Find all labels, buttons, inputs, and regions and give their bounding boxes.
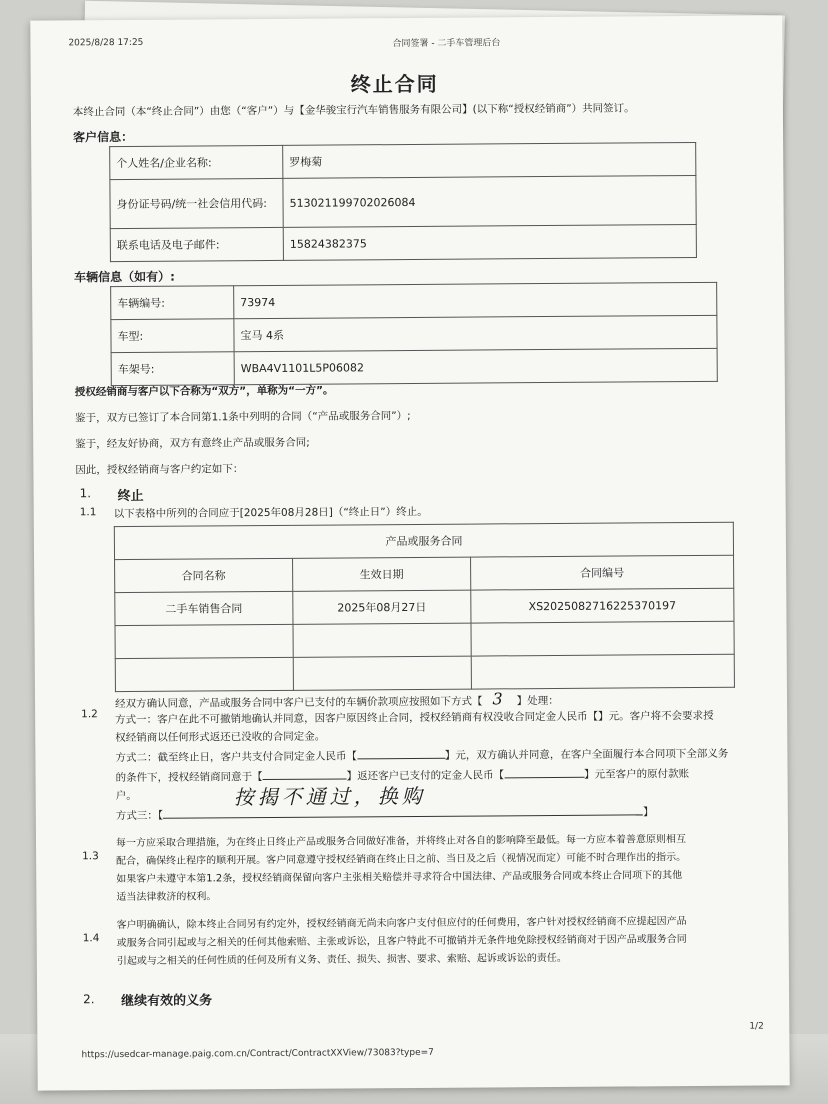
product-contract-table <box>114 522 735 692</box>
customer-name-value: 罗梅菊 <box>283 142 696 178</box>
vehicle-model-label: 车型: <box>111 319 234 353</box>
print-datetime: 2025/8/28 17:25 <box>68 37 144 49</box>
clause-1-3-line-1: 每一方应采取合理措施，为在终止日终止产品或服务合同做好准备，并将终止对各自的影响降至最低。每一方应本着善意原则相互 <box>115 834 687 850</box>
clause-1-4-number: 1.4 <box>82 932 100 945</box>
clause-1-3-number: 1.3 <box>82 850 99 863</box>
method-two-text-a: 方式二：截至终止日，客户共支付合同定金人民币【 <box>115 750 357 765</box>
clause-1-2-text-b: 】处理： <box>516 694 559 708</box>
customer-name-label: 个人姓名/企业名称: <box>110 145 283 179</box>
customer-id-value: 513021199702026084 <box>283 175 696 227</box>
clause-1-4-line-3: 引起或与之相关的任何性质的任何及所有义务、责任、损失、损害、要求、索赔、起诉或诉讼的责任。 <box>116 952 567 968</box>
table-cell: XS2025082716225370197 <box>471 588 734 623</box>
table-row <box>115 621 734 658</box>
clause-1-3-line-2: 配合，确保终止程序的顺利开展。客户同意遵守授权经销商在终止日之前、当日及之后（视情况而定）可能不时合理作出的指示。 <box>116 852 687 868</box>
table-cell: 二手车销售合同 <box>115 591 293 625</box>
customer-contact-value: 15824382375 <box>283 224 696 260</box>
table-row <box>111 315 717 352</box>
clause-1-2-text-a: 经双方确认同意，产品或服务合同中客户已支付的车辆价款项应按照如下方式【 <box>115 695 483 711</box>
method-three-handwriting: 按揭不通过，换购 <box>233 783 426 810</box>
print-page-title: 合同签署 - 二手车管理后台 <box>392 38 501 50</box>
customer-id-label: 身份证号码/统一社会信用代码: <box>110 178 283 228</box>
recital-4: 因此，授权经销商与客户约定如下： <box>75 463 244 477</box>
page-number: 1/2 <box>749 1021 764 1032</box>
clause-1-1-number: 1.1 <box>79 506 97 519</box>
recital-3: 鉴于，经友好协商，双方有意终止产品或服务合同; <box>75 436 310 451</box>
clause-1-3-line-3: 如果客户未遵守本第1.2条，授权经销商保留向客户主张相关赔偿并寻求符合中国法律、产品或服务合同或本终止合同项下的其他 <box>116 870 683 886</box>
table-row <box>111 282 717 319</box>
clause-1-2-line-1 <box>115 689 559 711</box>
blank-field <box>357 758 445 760</box>
recital-2: 鉴于，双方已签订了本合同第1.1条中列明的合同（“产品或服务合同”）; <box>75 409 411 425</box>
table-cell <box>115 624 293 658</box>
clause-1-4-line-2: 或服务合同引起或与之相关的任何其他索赔、主张或诉讼，且客户特此不可撤销并无条件地免除授权经销商对于因产品或服务合同 <box>116 934 687 950</box>
table-row <box>111 348 717 385</box>
table-cell <box>471 654 734 689</box>
table-row <box>110 224 696 261</box>
vehicle-heading: 车辆信息（如有）: <box>74 269 175 285</box>
method-two-text-d: 】返还客户已支付的定金人民币【 <box>346 769 505 783</box>
blank-field <box>504 777 584 779</box>
table-row <box>110 175 696 228</box>
table-cell <box>115 657 293 691</box>
clause-1-4-line-1: 客户明确确认，除本终止合同另有约定外，授权经销商无尚未向客户支付但应付的任何费用，客户针对授权经销商不应提起因产品 <box>116 916 687 932</box>
clause-1-1-text: 以下表格中所列的合同应于[2025年08月28日]（“终止日”）终止。 <box>113 505 428 521</box>
section1-title: 终止 <box>117 488 144 505</box>
method-three-text-b: 】 <box>643 806 654 819</box>
vehicle-table <box>110 282 718 386</box>
table-row <box>115 654 734 691</box>
vehicle-number-label: 车辆编号: <box>111 286 234 320</box>
customer-table <box>109 142 697 262</box>
intro-text: 本终止合同（本“终止合同”）由您（“客户”）与【金华骏宝行汽车销售服务有限公司】(以下称“授权经销商”）共同签订。 <box>72 102 635 119</box>
vehicle-vin-value: WBA4V1101L5P06082 <box>234 348 717 384</box>
blank-field <box>163 814 643 818</box>
header-contract-number: 合同编号 <box>471 555 734 590</box>
table-cell <box>293 656 471 690</box>
method-one-line-2: 权经销商以任何形式返还已没收的合同定金。 <box>115 730 326 745</box>
method-three-text-a: 方式三：【 <box>115 809 164 823</box>
table-cell <box>293 623 471 657</box>
customer-contact-label: 联系电话及电子邮件: <box>110 227 283 261</box>
vehicle-number-value: 73974 <box>234 282 717 318</box>
method-two-text-e: 】元至客户的原付款账 <box>584 768 690 781</box>
header-effective-date: 生效日期 <box>293 557 471 591</box>
method-two-text-c: 的条件下，授权经销商同意于【 <box>115 771 263 785</box>
method-two-line <box>115 746 728 765</box>
method-one-line: 方式一：客户在此不可撤销地确认并同意，因客户原因终止合同，授权经销商有权没收合同定金人民币【】元。客户将不会要求授 <box>115 709 714 727</box>
method-two-text-b: 】元，双方确认并同意，在客户全面履行本合同项下全部义务 <box>444 747 729 762</box>
clause-1-2-number: 1.2 <box>81 708 98 721</box>
vehicle-vin-label: 车架号: <box>111 352 234 386</box>
product-table-caption: 产品或服务合同 <box>114 522 733 559</box>
table-row <box>110 142 696 179</box>
clause-1-3-line-4: 适当法律救济的权利。 <box>116 891 217 904</box>
customer-heading: 客户信息： <box>73 129 134 145</box>
table-cell: 2025年08月27日 <box>293 590 471 624</box>
document-page <box>30 15 789 1090</box>
table-row <box>115 588 734 625</box>
recital-1: 授权经销商与客户以下合称为“双方”，单称为“一方”。 <box>74 384 334 399</box>
method-choice-handwriting: 3 <box>492 689 507 709</box>
section2-number: 2. <box>83 992 95 1007</box>
method-two-line-3: 户。 <box>115 789 137 803</box>
table-row <box>115 555 734 592</box>
footer-url: https://usedcar-manage.paig.com.cn/Contract/ContractXXView/73083?type=7 <box>81 1047 434 1061</box>
table-cell <box>471 621 734 656</box>
section2-title: 继续有效的义务 <box>121 993 213 1010</box>
table-row <box>114 522 733 559</box>
header-contract-name: 合同名称 <box>115 558 293 592</box>
section1-number: 1. <box>79 486 92 501</box>
vehicle-model-value: 宝马 4系 <box>234 315 717 351</box>
document-title: 终止合同 <box>350 71 439 97</box>
